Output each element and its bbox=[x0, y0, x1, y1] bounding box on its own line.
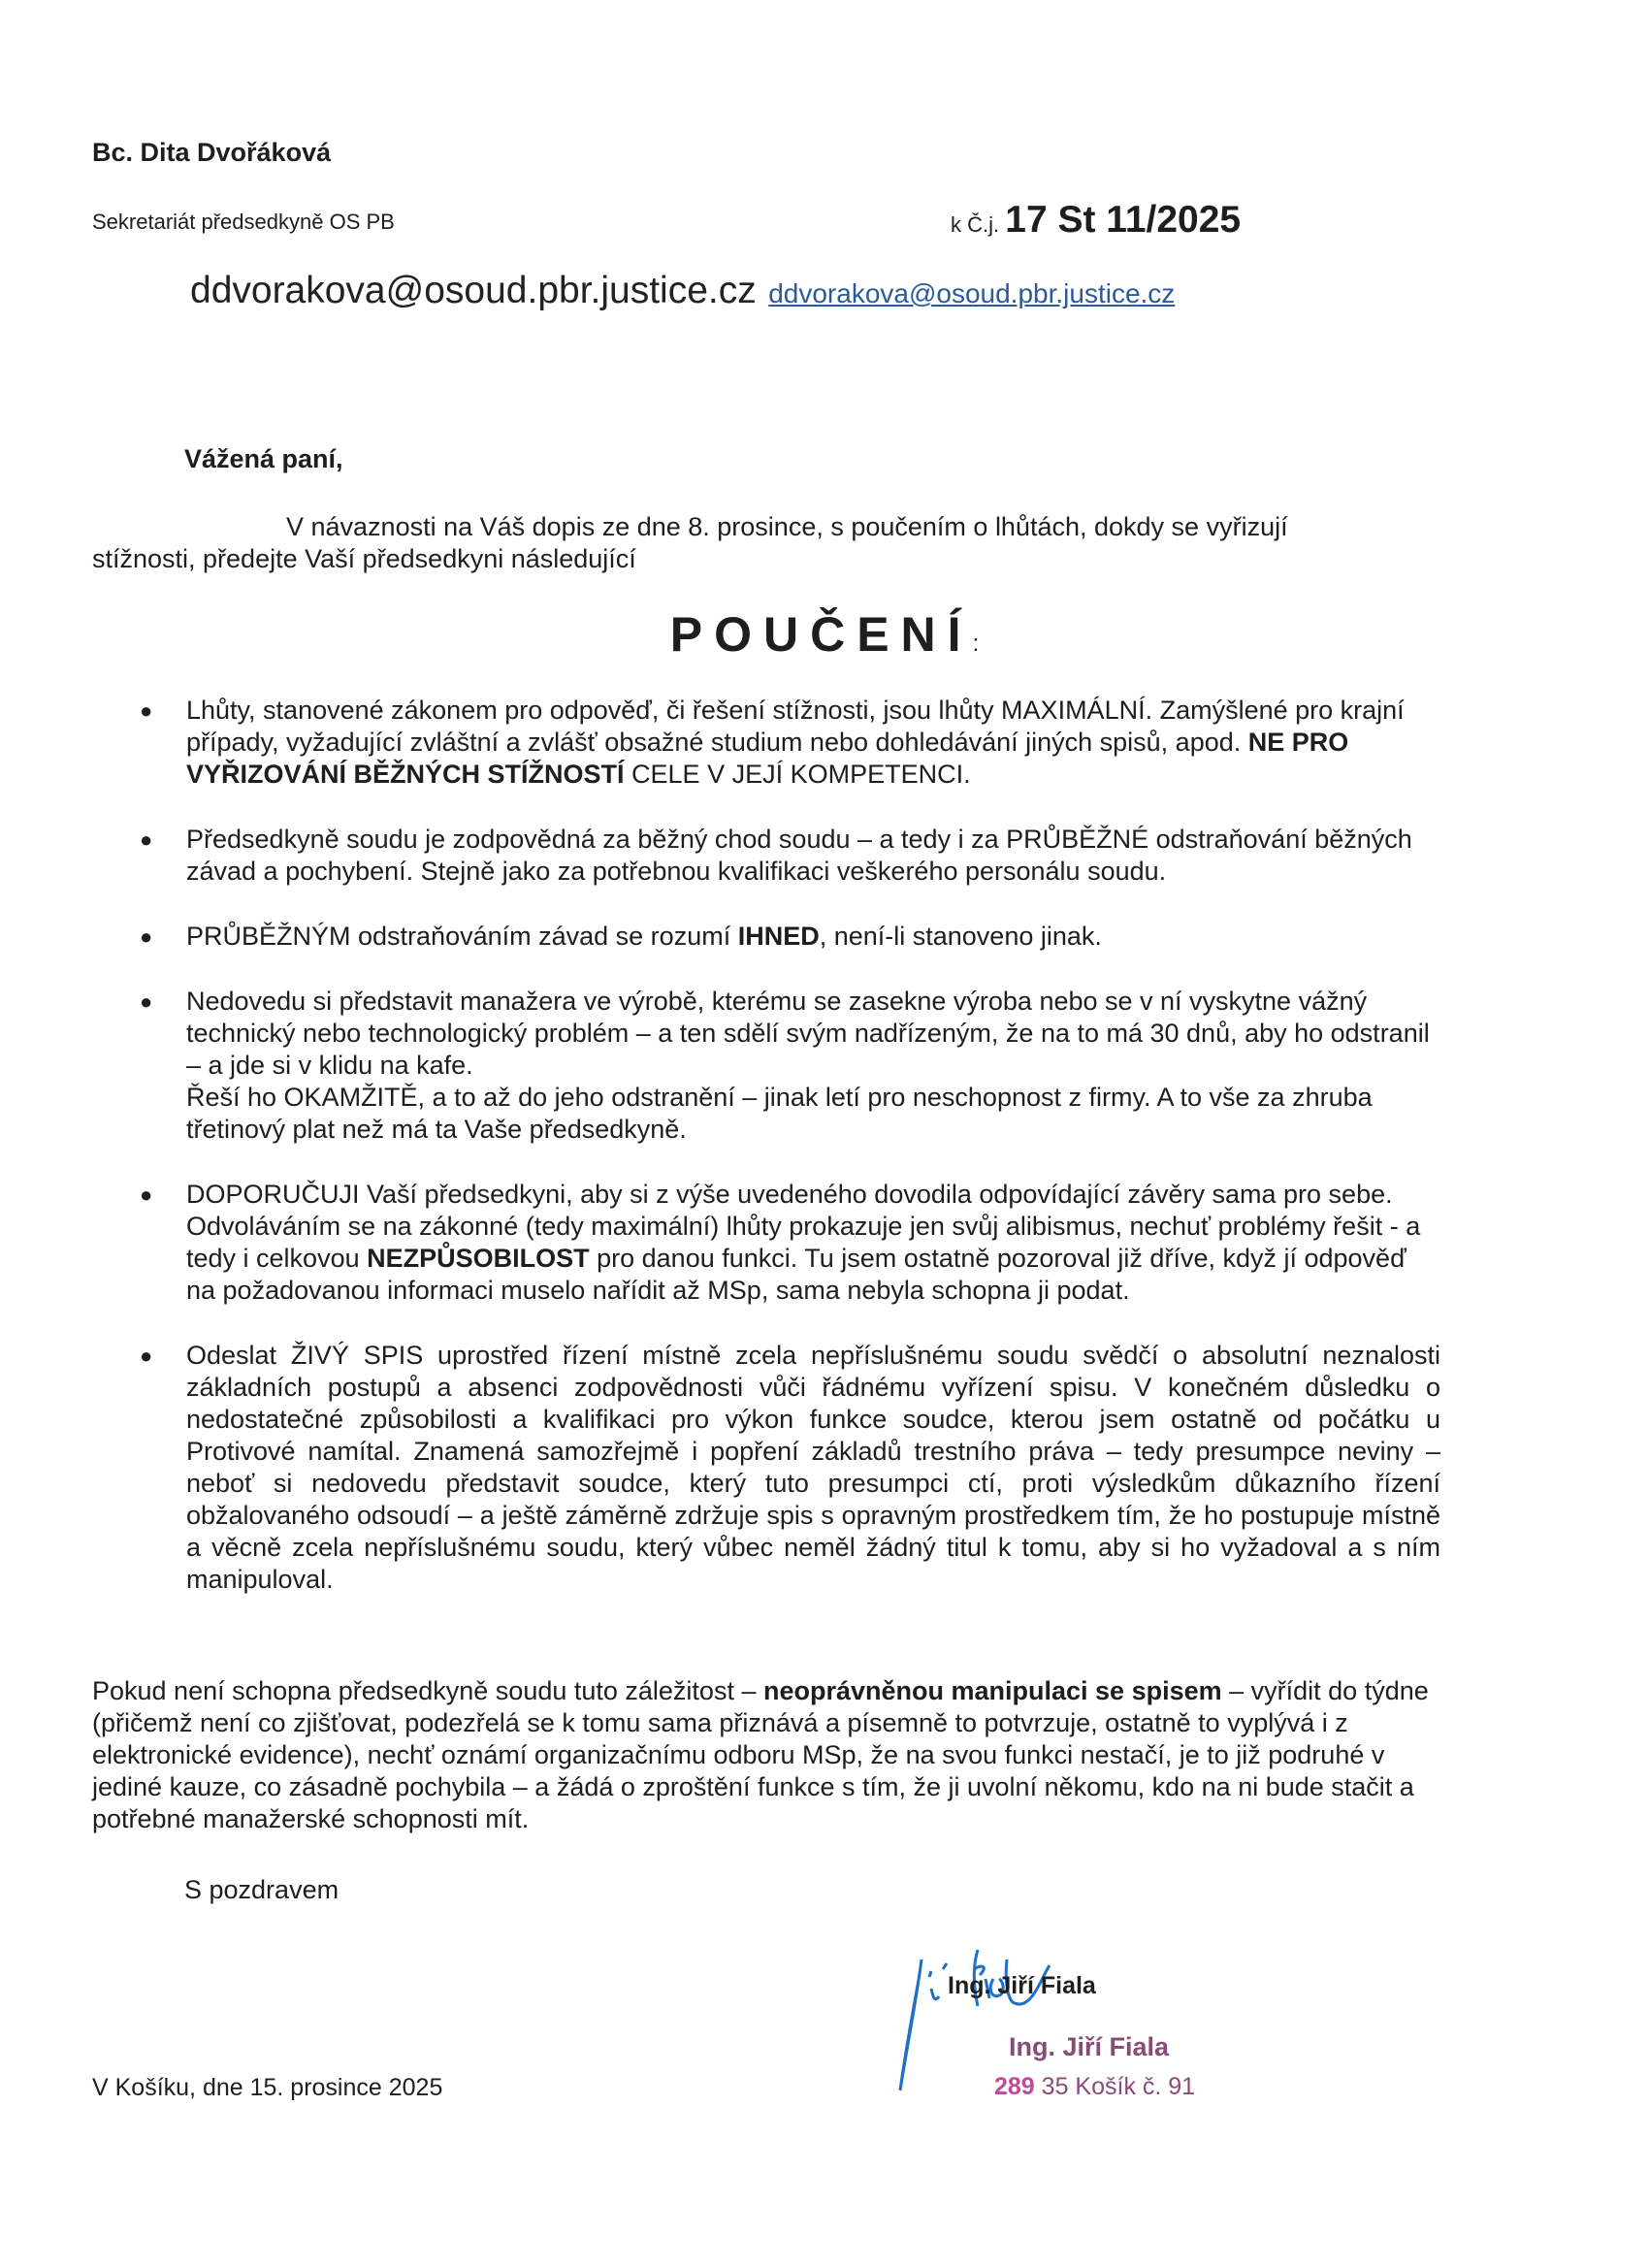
list-item: ● Lhůty, stanovené zákonem pro odpověď, či řešení stížnosti, jsou lhůty MAXIMÁLNÍ. Zamýšlené pro krajní případy, vyžadující zvláštní a zvlášť obsažné studium nebo dohledávání jiných spisů, apod. NE PRO VYŘIZOVÁNÍ BĚŽNÝCH STÍŽNOSTÍ CELE V JEJÍ KOMPETENCI. bbox=[140, 696, 1405, 789]
title-colon: : bbox=[972, 631, 980, 657]
email-text: ddvorakova@osoud.pbr.justice.cz bbox=[190, 270, 757, 311]
stamp-zip: 289 bbox=[994, 2073, 1035, 2100]
bullet-icon: ● bbox=[140, 698, 153, 723]
place-date: V Košíku, dne 15. prosince 2025 bbox=[92, 2074, 443, 2101]
bullet-icon: ● bbox=[140, 924, 153, 949]
list-item: ● DOPORUČUJI Vaší předsedkyni, aby si z výše uvedeného dovodila odpovídající závěry sama pro sebe. Odvoláváním se na zákonné (tedy maximální) lhůty prokazuje jen svůj alibismus, nechuť problémy řešit - a tedy i celkovou NEZPŮSOBILOST pro danou funkci. Tu jsem ostatně pozoroval již dříve, když jí odpověď na požadovanou informaci muselo nařídit až MSp, sama nebyla schopna ji podat. bbox=[140, 1180, 1421, 1305]
sender-department: Sekretariát předsedkyně OS PB bbox=[92, 210, 395, 234]
email-row bbox=[190, 270, 1175, 312]
reference-number bbox=[951, 199, 1241, 242]
stamp-name: Ing. Jiří Fiala bbox=[1009, 2032, 1170, 2061]
list-item: ● Předsedkyně soudu je zodpovědná za běžný chod soudu – a tedy i za PRŮBĚŽNÉ odstraňování běžných závad a pochybení. Stejně jako za potřebnou kvalifikaci veškerého personálu soudu. bbox=[140, 825, 1412, 886]
closing-paragraph: Pokud není schopna předsedkyně soudu tuto záležitost – neoprávněnou manipulaci se spisem – vyřídit do týdne (přičemž není co zjišťovat, podezřelá se k tomu sama přiznává a písemně to potvrzuje, ostatně to vyplývá i z elektronické evidence), nechť oznámí organizačnímu odboru MSp, že na svou funkci nestačí, je to již podruhé v jediné kauze, co zásadně pochybila – a žádá o zproštění funkce s tím, že ji uvolní někomu, kdo na ni bude stačit a potřebné manažerské schopnosti mít. bbox=[92, 1676, 1429, 1833]
stamp-address-text: 35 Košík č. 91 bbox=[1034, 2073, 1196, 2100]
bullet-icon: ● bbox=[140, 1183, 153, 1207]
bullet-icon: ● bbox=[140, 1344, 153, 1368]
reference-value: 17 St 11/2025 bbox=[1005, 199, 1242, 241]
list-item: ● Nedovedu si představit manažera ve výrobě, kterému se zasekne výroba nebo se v ní vyskytne vážný technický nebo technologický problém – a ten sdělí svým nadřízeným, že na to má 30 dnů, aby ho odstranil – a jde si v klidu na kafe. Řeší ho OKAMŽITĚ, a to až do jeho odstranění – jinak letí pro neschopnost z firmy. A to vše za zhruba třetinový plat než má ta Vaše předsedkyně. bbox=[140, 987, 1430, 1144]
bullet-icon: ● bbox=[140, 989, 153, 1014]
sender-name: Bc. Dita Dvořáková bbox=[92, 138, 332, 167]
typed-name: Ing. Jiří Fiala bbox=[948, 1972, 1096, 1999]
greeting: S pozdravem bbox=[184, 1875, 340, 1904]
list-item: ● Odeslat ŽIVÝ SPIS uprostřed řízení místně zcela nepříslušnému soudu svědčí o absolutní neznalosti základních postupů a absenci zodpovědnosti vůči řádnému vyřízení spisu. V konečném důsledku o nedostatečné způsobilosti a kvalifikaci pro výkon funkce soudce, kterou jsem ostatně od počátku u Protivové namítal. Znamená samozřejmě i popření základů trestního práva – tedy presumpce neviny – neboť si nedovedu představit soudce, který tuto presumpci ctí, proti výsledkům důkazního řízení obžalovaného odsoudí – a ještě záměrně zdržuje spis s opravným prostředkem tím, že ho postupuje místně a věcně zcela nepříslušnému soudu, který vůbec neměl žádný titul k tomu, aby si ho vyžadoval a s ním manipuloval. bbox=[140, 1341, 1440, 1594]
intro-paragraph: V návaznosti na Váš dopis ze dne 8. prosince, s poučením o lhůtách, dokdy se vyřizují stížnosti, předejte Vaší předsedkyni následující bbox=[92, 512, 1288, 573]
salutation: Vážená paní, bbox=[184, 444, 343, 473]
bullet-icon: ● bbox=[140, 827, 153, 852]
instruction-list bbox=[136, 695, 1440, 1629]
document-title bbox=[0, 606, 1649, 663]
stamp-address bbox=[994, 2073, 1195, 2101]
title-text: POUČENÍ bbox=[669, 607, 973, 662]
reference-prefix: k Č.j. bbox=[951, 212, 1000, 237]
email-link[interactable]: ddvorakova@osoud.pbr.justice.cz bbox=[768, 278, 1176, 308]
list-item: ● PRŮBĚŽNÝM odstraňováním závad se rozumí IHNED, není-li stanoveno jinak. bbox=[140, 922, 1102, 951]
